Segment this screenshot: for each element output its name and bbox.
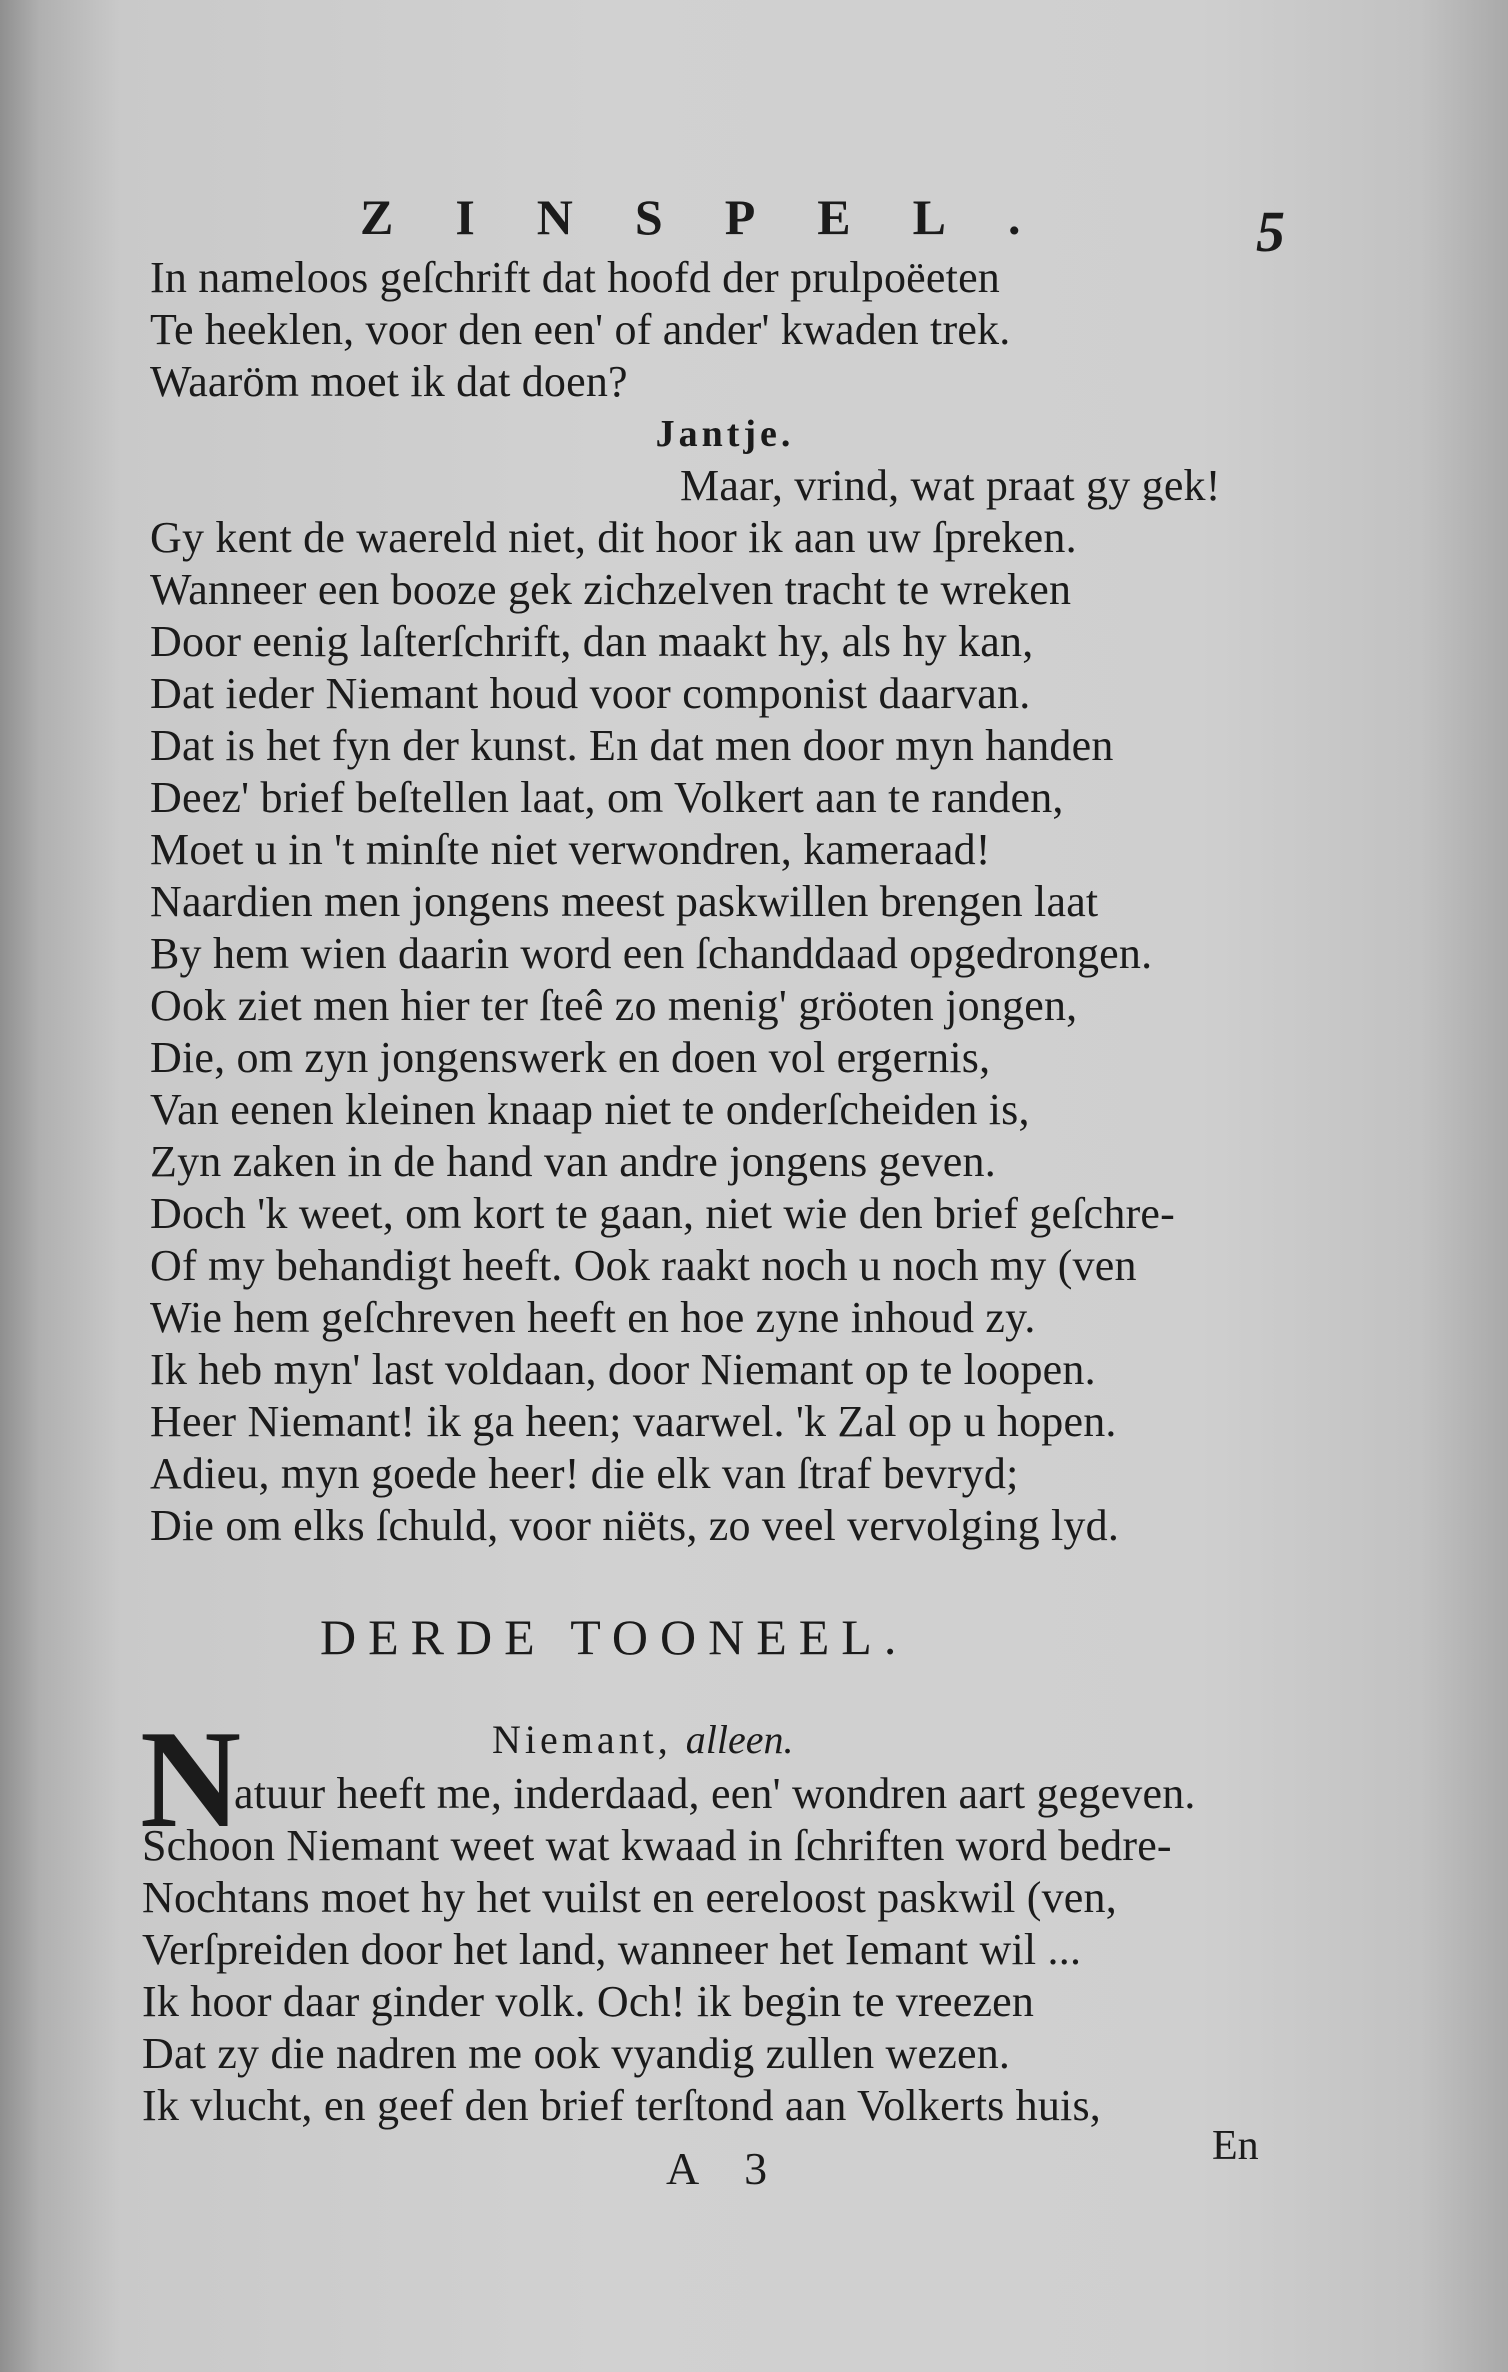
verse-line: Ook ziet men hier ter ſteê zo menig' gröoten jongen, [150,981,1078,1030]
verse-line: Gy kent de waereld niet, dit hoor ik aan uw ſpreken. [150,513,1077,562]
verse-line: By hem wien daarin word een ſchanddaad opgedrongen. [150,929,1153,978]
verse-line: Ik vlucht, en geef den brief terſtond aan Volkerts huis, [142,2081,1101,2130]
verse-line: Doch 'k weet, om kort te gaan, niet wie den brief geſchre- [150,1189,1176,1238]
verse-line: Dat ieder Niemant houd voor componist daarvan. [150,669,1031,718]
verse-line: Heer Niemant! ik ga heen; vaarwel. 'k Zal op u hopen. [150,1397,1117,1446]
verse-line: Zyn zaken in de hand van andre jongens geven. [150,1137,996,1186]
verse-line: Waaröm moet ik dat doen? [150,357,628,406]
verse-line: Wie hem geſchreven heeft en hoe zyne inhoud zy. [150,1293,1036,1342]
page-number: 5 [1256,199,1285,264]
signature-mark: A 3 [666,2143,786,2194]
verse-line: Te heeklen, voor den een' of ander' kwaden trek. [150,305,1011,354]
verse-line: Of my behandigt heeft. Ook raakt noch u noch my (ven [150,1241,1137,1290]
verse-line: Dat zy die nadren me ook vyandig zullen wezen. [142,2029,1011,2078]
speech-block-one [150,252,1300,1552]
verse-line: Adieu, myn goede heer! die elk van ſtraf bevryd; [150,1449,1019,1498]
scene-title: DERDE TOONEEL. [320,1609,909,1665]
speaker-heading [492,1716,793,1763]
verse-line: Ik hoor daar ginder volk. Och! ik begin te vreezen [142,1977,1035,2026]
verse-line: Wanneer een booze gek zichzelven tracht te wreken [150,565,1072,614]
stage-direction: alleen. [685,1717,794,1762]
verse-line: Moet u in 't minſte niet verwondren, kameraad! [150,825,991,874]
verse-line: Dat is het fyn der kunst. En dat men door myn handen [150,721,1114,770]
catchword: En [1212,2123,1259,2169]
verse-line: Verſpreiden door het land, wanneer het Iemant wil ... [142,1925,1082,1974]
verse-line: Door eenig laſterſchrift, dan maakt hy, als hy kan, [150,617,1034,666]
speaker-name: Jantje. [655,413,795,455]
verse-line: Schoon Niemant weet wat kwaad in ſchriften word bedre- [142,1821,1172,1870]
speech-block-three [142,1768,1302,2132]
verse-line: Deez' brief beſtellen laat, om Volkert aan te randen, [150,773,1064,822]
drop-cap: N [140,1702,242,1857]
running-title: ZINSPEL. [360,189,1083,245]
speaker-name: Niemant, [492,1717,672,1762]
verse-line: atuur heeft me, inderdaad, een' wondren aart gegeven. [234,1769,1196,1818]
verse-line: Naardien men jongens meest paskwillen brengen laat [150,877,1099,926]
verse-line: Die, om zyn jongenswerk en doen vol ergernis, [150,1033,991,1082]
verse-line: Maar, vrind, wat praat gy gek! [680,461,1221,510]
verse-line: Ik heb myn' last voldaan, door Niemant op te loopen. [150,1345,1096,1394]
verse-line: Van eenen kleinen knaap niet te onderſcheiden is, [150,1085,1030,1134]
verse-line: Die om elks ſchuld, voor niëts, zo veel vervolging lyd. [150,1501,1120,1550]
verse-line: Nochtans moet hy het vuilst en eereloost paskwil (ven, [142,1873,1117,1922]
verse-line: In nameloos geſchrift dat hoofd der prulpoëeten [150,253,1000,302]
